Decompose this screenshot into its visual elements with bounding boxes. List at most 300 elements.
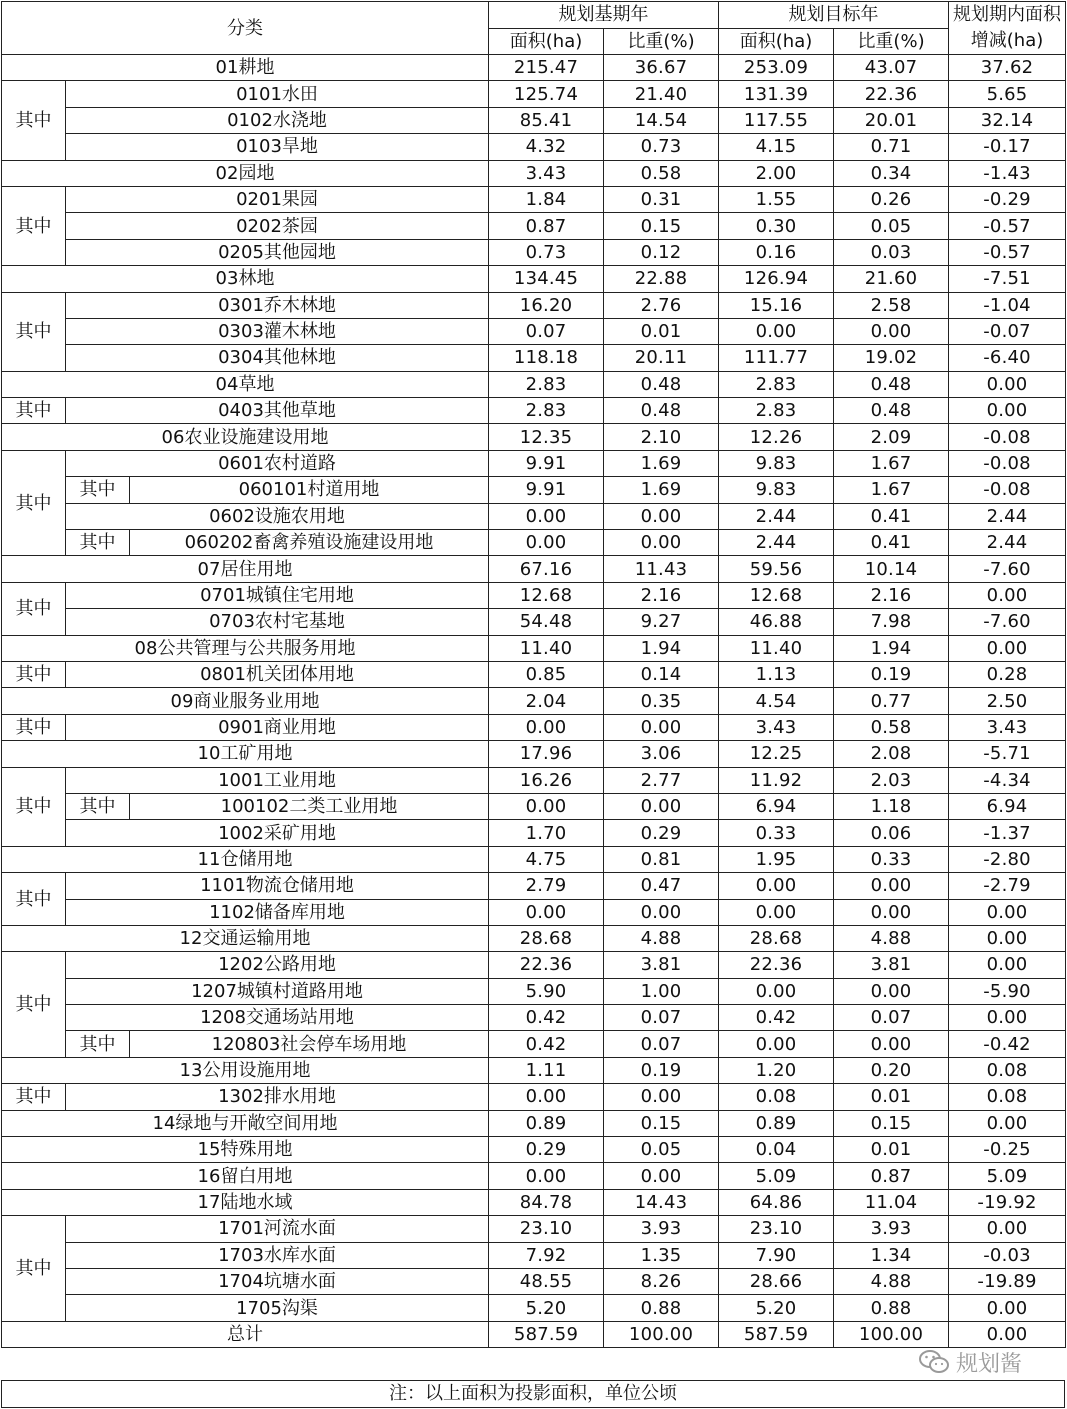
table-row xyxy=(2,160,1066,186)
target-ratio-cell: 0.26 xyxy=(834,186,949,212)
table-row xyxy=(2,1163,1066,1189)
base-area-cell: 0.00 xyxy=(489,714,604,740)
base-ratio-cell: 0.00 xyxy=(604,793,719,819)
target-area-cell: 2.44 xyxy=(719,503,834,529)
target-area-cell: 1.13 xyxy=(719,661,834,687)
target-ratio-cell: 0.48 xyxy=(834,371,949,397)
target-area-cell: 0.42 xyxy=(719,1005,834,1031)
category-name: 12交通运输用地 xyxy=(2,925,489,951)
sub-subcategory-name: 120803社会停车场用地 xyxy=(130,1031,489,1057)
header-ratio-target: 比重(%) xyxy=(834,28,949,55)
base-area-cell: 12.35 xyxy=(489,424,604,450)
watermark-text: 规划酱 xyxy=(956,1351,1023,1377)
table-row xyxy=(2,846,1066,872)
subitem-label: 其中 xyxy=(2,952,66,1058)
table-row xyxy=(2,213,1066,239)
subcategory-name: 1101物流仓储用地 xyxy=(66,873,489,899)
sub-subitem-label: 其中 xyxy=(66,793,130,819)
subcategory-name: 0301乔木林地 xyxy=(66,292,489,318)
table-row xyxy=(2,582,1066,608)
category-name: 16留白用地 xyxy=(2,1163,489,1189)
base-area-cell: 0.07 xyxy=(489,318,604,344)
table-row xyxy=(2,55,1066,81)
base-ratio-cell: 11.43 xyxy=(604,556,719,582)
base-area-cell: 7.92 xyxy=(489,1242,604,1268)
subcategory-name: 0601农村道路 xyxy=(66,450,489,476)
table-row xyxy=(2,371,1066,397)
area-change-cell: 0.00 xyxy=(949,925,1066,951)
target-area-cell: 0.00 xyxy=(719,899,834,925)
category-name: 15特殊用地 xyxy=(2,1137,489,1163)
target-area-cell: 3.43 xyxy=(719,714,834,740)
area-change-cell: -0.42 xyxy=(949,1031,1066,1057)
base-area-cell: 118.18 xyxy=(489,345,604,371)
target-ratio-cell: 2.09 xyxy=(834,424,949,450)
area-change-cell: 32.14 xyxy=(949,107,1066,133)
base-ratio-cell: 1.69 xyxy=(604,477,719,503)
base-ratio-cell: 2.10 xyxy=(604,424,719,450)
base-area-cell: 0.00 xyxy=(489,793,604,819)
target-area-cell: 2.83 xyxy=(719,371,834,397)
table-row xyxy=(2,292,1066,318)
subcategory-name: 0701城镇住宅用地 xyxy=(66,582,489,608)
target-area-cell: 4.15 xyxy=(719,134,834,160)
base-ratio-cell: 0.88 xyxy=(604,1295,719,1321)
base-ratio-cell: 0.29 xyxy=(604,820,719,846)
table-row xyxy=(2,1242,1066,1268)
category-name: 02园地 xyxy=(2,160,489,186)
target-ratio-cell: 0.00 xyxy=(834,1031,949,1057)
area-change-cell: 0.00 xyxy=(949,1110,1066,1136)
target-ratio-cell: 0.87 xyxy=(834,1163,949,1189)
base-area-cell: 0.87 xyxy=(489,213,604,239)
area-change-cell: -0.07 xyxy=(949,318,1066,344)
subcategory-name: 1002采矿用地 xyxy=(66,820,489,846)
base-ratio-cell: 0.15 xyxy=(604,1110,719,1136)
sub-subcategory-name: 060101村道用地 xyxy=(130,477,489,503)
category-name: 07居住用地 xyxy=(2,556,489,582)
table-row xyxy=(2,1295,1066,1321)
base-area-cell: 1.11 xyxy=(489,1057,604,1083)
base-ratio-cell: 100.00 xyxy=(604,1321,719,1347)
base-ratio-cell: 2.76 xyxy=(604,292,719,318)
category-name: 03林地 xyxy=(2,266,489,292)
wechat-icon xyxy=(918,1348,950,1376)
table-row xyxy=(2,820,1066,846)
target-ratio-cell: 0.58 xyxy=(834,714,949,740)
base-ratio-cell: 8.26 xyxy=(604,1268,719,1294)
target-area-cell: 0.04 xyxy=(719,1137,834,1163)
base-ratio-cell: 2.77 xyxy=(604,767,719,793)
area-change-cell: -1.04 xyxy=(949,292,1066,318)
area-change-cell: -6.40 xyxy=(949,345,1066,371)
base-area-cell: 2.83 xyxy=(489,398,604,424)
target-ratio-cell: 3.81 xyxy=(834,952,949,978)
area-change-cell: 0.08 xyxy=(949,1057,1066,1083)
base-ratio-cell: 0.12 xyxy=(604,239,719,265)
base-area-cell: 1.70 xyxy=(489,820,604,846)
table-row xyxy=(2,714,1066,740)
area-change-cell: -5.90 xyxy=(949,978,1066,1004)
table-row xyxy=(2,134,1066,160)
base-ratio-cell: 14.43 xyxy=(604,1189,719,1215)
category-name: 14绿地与开敞空间用地 xyxy=(2,1110,489,1136)
category-name: 09商业服务业用地 xyxy=(2,688,489,714)
area-change-cell: -19.92 xyxy=(949,1189,1066,1215)
base-area-cell: 134.45 xyxy=(489,266,604,292)
target-ratio-cell: 1.67 xyxy=(834,450,949,476)
target-ratio-cell: 2.58 xyxy=(834,292,949,318)
table-row xyxy=(2,556,1066,582)
target-ratio-cell: 1.34 xyxy=(834,1242,949,1268)
target-ratio-cell: 0.88 xyxy=(834,1295,949,1321)
base-ratio-cell: 0.58 xyxy=(604,160,719,186)
table-row xyxy=(2,741,1066,767)
area-change-cell: -0.17 xyxy=(949,134,1066,160)
table-row xyxy=(2,424,1066,450)
area-change-cell: -0.08 xyxy=(949,477,1066,503)
base-area-cell: 0.85 xyxy=(489,661,604,687)
table-row xyxy=(2,952,1066,978)
base-area-cell: 0.00 xyxy=(489,899,604,925)
subitem-label: 其中 xyxy=(2,1216,66,1322)
base-area-cell: 3.43 xyxy=(489,160,604,186)
base-ratio-cell: 0.00 xyxy=(604,1163,719,1189)
base-area-cell: 0.00 xyxy=(489,1084,604,1110)
base-ratio-cell: 0.19 xyxy=(604,1057,719,1083)
target-area-cell: 0.00 xyxy=(719,318,834,344)
area-change-cell: 0.00 xyxy=(949,398,1066,424)
target-area-cell: 4.54 xyxy=(719,688,834,714)
base-ratio-cell: 0.73 xyxy=(604,134,719,160)
subcategory-name: 0602设施农用地 xyxy=(66,503,489,529)
sub-subcategory-name: 100102二类工业用地 xyxy=(130,793,489,819)
target-area-cell: 0.16 xyxy=(719,239,834,265)
base-area-cell: 4.75 xyxy=(489,846,604,872)
target-ratio-cell: 20.01 xyxy=(834,107,949,133)
subitem-label: 其中 xyxy=(2,186,66,265)
subitem-label: 其中 xyxy=(2,398,66,424)
area-change-cell: -0.08 xyxy=(949,424,1066,450)
base-area-cell: 5.20 xyxy=(489,1295,604,1321)
base-area-cell: 0.42 xyxy=(489,1031,604,1057)
target-area-cell: 126.94 xyxy=(719,266,834,292)
target-ratio-cell: 100.00 xyxy=(834,1321,949,1347)
target-area-cell: 0.00 xyxy=(719,978,834,1004)
base-area-cell: 9.91 xyxy=(489,450,604,476)
base-area-cell: 0.00 xyxy=(489,503,604,529)
target-ratio-cell: 2.03 xyxy=(834,767,949,793)
base-ratio-cell: 0.48 xyxy=(604,371,719,397)
table-row xyxy=(2,81,1066,107)
table-row xyxy=(2,978,1066,1004)
table-row xyxy=(2,635,1066,661)
target-ratio-cell: 0.20 xyxy=(834,1057,949,1083)
footnote: 注：以上面积为投影面积，单位公顷 xyxy=(1,1380,1065,1408)
area-change-cell: -1.37 xyxy=(949,820,1066,846)
category-name: 01耕地 xyxy=(2,55,489,81)
category-name: 06农业设施建设用地 xyxy=(2,424,489,450)
area-change-cell: 5.09 xyxy=(949,1163,1066,1189)
category-name: 11仓储用地 xyxy=(2,846,489,872)
base-area-cell: 54.48 xyxy=(489,609,604,635)
subcategory-name: 1001工业用地 xyxy=(66,767,489,793)
target-area-cell: 5.09 xyxy=(719,1163,834,1189)
category-name: 17陆地水域 xyxy=(2,1189,489,1215)
subcategory-name: 1704坑塘水面 xyxy=(66,1268,489,1294)
area-change-cell: 0.00 xyxy=(949,371,1066,397)
subcategory-name: 0101水田 xyxy=(66,81,489,107)
table-row xyxy=(2,1031,1066,1057)
base-ratio-cell: 1.00 xyxy=(604,978,719,1004)
base-ratio-cell: 0.00 xyxy=(604,1084,719,1110)
area-change-cell: -1.43 xyxy=(949,160,1066,186)
table-row xyxy=(2,609,1066,635)
target-area-cell: 1.55 xyxy=(719,186,834,212)
base-area-cell: 5.90 xyxy=(489,978,604,1004)
subcategory-name: 1701河流水面 xyxy=(66,1216,489,1242)
base-ratio-cell: 0.07 xyxy=(604,1005,719,1031)
table-row xyxy=(2,899,1066,925)
area-change-cell: 0.08 xyxy=(949,1084,1066,1110)
subcategory-name: 1102储备库用地 xyxy=(66,899,489,925)
subcategory-name: 0103旱地 xyxy=(66,134,489,160)
base-area-cell: 0.73 xyxy=(489,239,604,265)
base-area-cell: 587.59 xyxy=(489,1321,604,1347)
target-ratio-cell: 0.15 xyxy=(834,1110,949,1136)
area-change-cell: -0.57 xyxy=(949,239,1066,265)
target-ratio-cell: 0.33 xyxy=(834,846,949,872)
subitem-label: 其中 xyxy=(2,292,66,371)
area-change-cell: 0.00 xyxy=(949,952,1066,978)
table-row xyxy=(2,688,1066,714)
base-ratio-cell: 3.93 xyxy=(604,1216,719,1242)
target-area-cell: 117.55 xyxy=(719,107,834,133)
base-area-cell: 0.89 xyxy=(489,1110,604,1136)
subitem-label: 其中 xyxy=(2,81,66,160)
table-row xyxy=(2,450,1066,476)
area-change-cell: -2.80 xyxy=(949,846,1066,872)
base-area-cell: 85.41 xyxy=(489,107,604,133)
target-area-cell: 131.39 xyxy=(719,81,834,107)
target-ratio-cell: 0.07 xyxy=(834,1005,949,1031)
target-ratio-cell: 0.34 xyxy=(834,160,949,186)
table-row xyxy=(2,1057,1066,1083)
table-row xyxy=(2,266,1066,292)
target-ratio-cell: 3.93 xyxy=(834,1216,949,1242)
target-ratio-cell: 21.60 xyxy=(834,266,949,292)
base-ratio-cell: 20.11 xyxy=(604,345,719,371)
area-change-cell: -4.34 xyxy=(949,767,1066,793)
area-change-cell: -0.57 xyxy=(949,213,1066,239)
target-ratio-cell: 0.01 xyxy=(834,1137,949,1163)
category-name: 08公共管理与公共服务用地 xyxy=(2,635,489,661)
base-area-cell: 1.84 xyxy=(489,186,604,212)
target-area-cell: 2.00 xyxy=(719,160,834,186)
base-ratio-cell: 14.54 xyxy=(604,107,719,133)
base-ratio-cell: 4.88 xyxy=(604,925,719,951)
base-ratio-cell: 1.94 xyxy=(604,635,719,661)
base-area-cell: 16.20 xyxy=(489,292,604,318)
subcategory-name: 0303灌木林地 xyxy=(66,318,489,344)
table-row xyxy=(2,503,1066,529)
sub-subitem-label: 其中 xyxy=(66,530,130,556)
area-change-cell: -0.08 xyxy=(949,450,1066,476)
area-change-cell: 37.62 xyxy=(949,55,1066,81)
table-row xyxy=(2,1321,1066,1347)
target-area-cell: 28.66 xyxy=(719,1268,834,1294)
target-ratio-cell: 0.01 xyxy=(834,1084,949,1110)
table-row xyxy=(2,1268,1066,1294)
area-change-cell: -2.79 xyxy=(949,873,1066,899)
target-ratio-cell: 0.06 xyxy=(834,820,949,846)
target-area-cell: 9.83 xyxy=(719,477,834,503)
target-area-cell: 28.68 xyxy=(719,925,834,951)
table-row xyxy=(2,1110,1066,1136)
table-row xyxy=(2,1216,1066,1242)
target-ratio-cell: 1.67 xyxy=(834,477,949,503)
watermark xyxy=(918,1345,1048,1379)
area-change-cell: 0.00 xyxy=(949,1005,1066,1031)
target-ratio-cell: 7.98 xyxy=(834,609,949,635)
target-ratio-cell: 0.00 xyxy=(834,873,949,899)
base-ratio-cell: 0.48 xyxy=(604,398,719,424)
area-change-cell: -5.71 xyxy=(949,741,1066,767)
base-ratio-cell: 0.01 xyxy=(604,318,719,344)
target-ratio-cell: 0.19 xyxy=(834,661,949,687)
target-area-cell: 253.09 xyxy=(719,55,834,81)
target-area-cell: 111.77 xyxy=(719,345,834,371)
target-ratio-cell: 1.18 xyxy=(834,793,949,819)
area-change-cell: -7.60 xyxy=(949,609,1066,635)
base-area-cell: 0.42 xyxy=(489,1005,604,1031)
base-ratio-cell: 0.00 xyxy=(604,714,719,740)
target-area-cell: 7.90 xyxy=(719,1242,834,1268)
base-ratio-cell: 9.27 xyxy=(604,609,719,635)
base-area-cell: 2.04 xyxy=(489,688,604,714)
base-area-cell: 16.26 xyxy=(489,767,604,793)
header-base-year: 规划基期年 xyxy=(489,2,719,29)
target-ratio-cell: 11.04 xyxy=(834,1189,949,1215)
sub-subitem-label: 其中 xyxy=(66,477,130,503)
subcategory-name: 1703水库水面 xyxy=(66,1242,489,1268)
base-area-cell: 11.40 xyxy=(489,635,604,661)
subitem-label: 其中 xyxy=(2,714,66,740)
table-row xyxy=(2,1084,1066,1110)
subitem-label: 其中 xyxy=(2,582,66,635)
category-name: 10工矿用地 xyxy=(2,741,489,767)
base-area-cell: 2.83 xyxy=(489,371,604,397)
category-name: 13公用设施用地 xyxy=(2,1057,489,1083)
area-change-cell: 2.50 xyxy=(949,688,1066,714)
area-change-cell: 0.00 xyxy=(949,1295,1066,1321)
area-change-cell: 0.00 xyxy=(949,1321,1066,1347)
table-body xyxy=(2,55,1066,1348)
sub-subitem-label: 其中 xyxy=(66,1031,130,1057)
base-area-cell: 0.29 xyxy=(489,1137,604,1163)
target-ratio-cell: 2.08 xyxy=(834,741,949,767)
base-ratio-cell: 0.00 xyxy=(604,530,719,556)
table-row xyxy=(2,873,1066,899)
target-ratio-cell: 0.00 xyxy=(834,318,949,344)
subitem-label: 其中 xyxy=(2,1084,66,1110)
area-change-cell: -0.03 xyxy=(949,1242,1066,1268)
subcategory-name: 0202茶园 xyxy=(66,213,489,239)
target-ratio-cell: 0.00 xyxy=(834,899,949,925)
land-use-table xyxy=(1,1,1066,1348)
target-area-cell: 11.40 xyxy=(719,635,834,661)
area-change-cell: 3.43 xyxy=(949,714,1066,740)
subcategory-name: 0801机关团体用地 xyxy=(66,661,489,687)
base-area-cell: 17.96 xyxy=(489,741,604,767)
table-row xyxy=(2,186,1066,212)
table-row xyxy=(2,530,1066,556)
target-area-cell: 22.36 xyxy=(719,952,834,978)
subcategory-name: 0201果园 xyxy=(66,186,489,212)
base-ratio-cell: 0.14 xyxy=(604,661,719,687)
area-change-cell: 2.44 xyxy=(949,503,1066,529)
table-row xyxy=(2,793,1066,819)
target-ratio-cell: 4.88 xyxy=(834,1268,949,1294)
base-ratio-cell: 0.07 xyxy=(604,1031,719,1057)
target-ratio-cell: 22.36 xyxy=(834,81,949,107)
target-area-cell: 5.20 xyxy=(719,1295,834,1321)
header-category: 分类 xyxy=(2,2,489,55)
subcategory-name: 0703农村宅基地 xyxy=(66,609,489,635)
target-ratio-cell: 4.88 xyxy=(834,925,949,951)
subitem-label: 其中 xyxy=(2,661,66,687)
base-ratio-cell: 0.15 xyxy=(604,213,719,239)
target-area-cell: 0.30 xyxy=(719,213,834,239)
sub-subcategory-name: 060202畜禽养殖设施建设用地 xyxy=(130,530,489,556)
target-ratio-cell: 0.03 xyxy=(834,239,949,265)
target-area-cell: 0.08 xyxy=(719,1084,834,1110)
target-ratio-cell: 10.14 xyxy=(834,556,949,582)
base-ratio-cell: 0.81 xyxy=(604,846,719,872)
table-row xyxy=(2,107,1066,133)
table-row xyxy=(2,1005,1066,1031)
target-area-cell: 587.59 xyxy=(719,1321,834,1347)
header-row-1 xyxy=(2,2,1066,29)
base-area-cell: 28.68 xyxy=(489,925,604,951)
target-area-cell: 46.88 xyxy=(719,609,834,635)
subcategory-name: 1202公路用地 xyxy=(66,952,489,978)
header-area-base: 面积(ha) xyxy=(489,28,604,55)
area-change-cell: -0.25 xyxy=(949,1137,1066,1163)
target-ratio-cell: 0.00 xyxy=(834,978,949,1004)
target-ratio-cell: 1.94 xyxy=(834,635,949,661)
subcategory-name: 1705沟渠 xyxy=(66,1295,489,1321)
table-row xyxy=(2,477,1066,503)
base-area-cell: 0.00 xyxy=(489,530,604,556)
subcategory-name: 0205其他园地 xyxy=(66,239,489,265)
base-ratio-cell: 0.35 xyxy=(604,688,719,714)
target-area-cell: 9.83 xyxy=(719,450,834,476)
area-change-cell: 0.28 xyxy=(949,661,1066,687)
table-row xyxy=(2,1189,1066,1215)
base-area-cell: 22.36 xyxy=(489,952,604,978)
area-change-cell: 2.44 xyxy=(949,530,1066,556)
subcategory-name: 0403其他草地 xyxy=(66,398,489,424)
area-change-cell: 0.00 xyxy=(949,1216,1066,1242)
target-area-cell: 12.68 xyxy=(719,582,834,608)
table-row xyxy=(2,925,1066,951)
base-area-cell: 9.91 xyxy=(489,477,604,503)
subcategory-name: 1207城镇村道路用地 xyxy=(66,978,489,1004)
header-target-year: 规划目标年 xyxy=(719,2,949,29)
table-row xyxy=(2,398,1066,424)
area-change-cell: 0.00 xyxy=(949,582,1066,608)
